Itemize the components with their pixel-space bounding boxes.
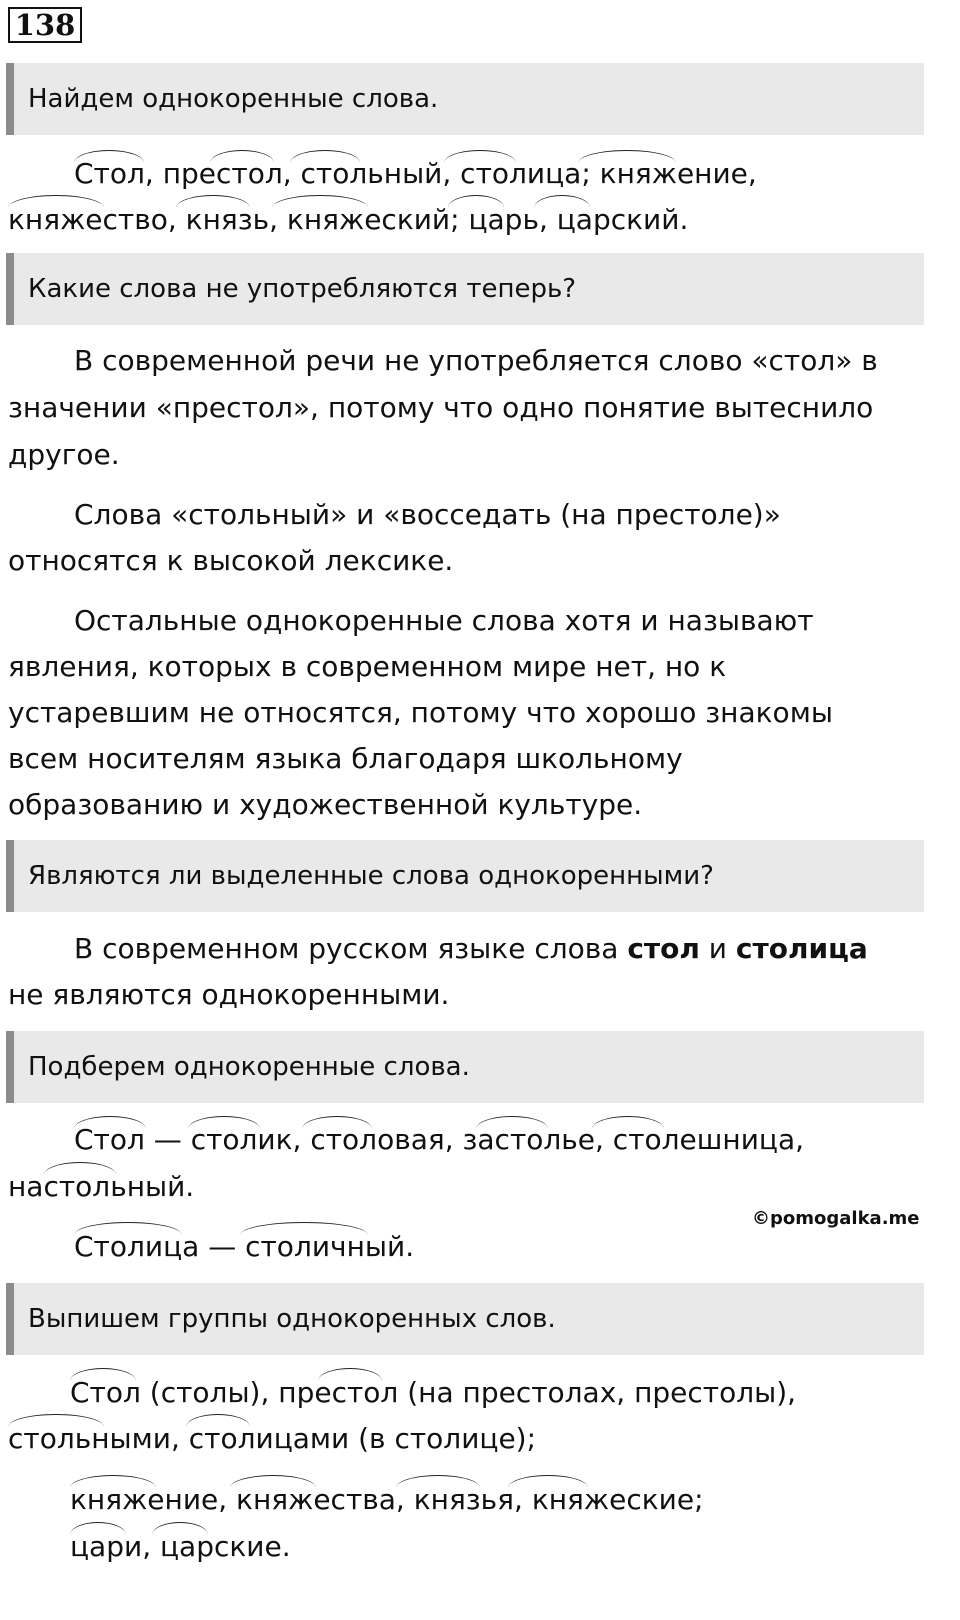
root-arc [44, 1162, 116, 1175]
answer-line: Остальные однокоренные слова хотя и называют [74, 604, 814, 637]
question-text: Какие слова не употребляются теперь? [28, 274, 577, 304]
answer-line: всем носителям языка благодаря школьному [8, 742, 683, 775]
root-arc [476, 1116, 548, 1129]
root-arc [272, 195, 368, 208]
root-arc [448, 195, 504, 208]
answer-line: стольными, столицами (в столице); [8, 1422, 537, 1455]
root-arc [8, 1414, 104, 1427]
answer-line: Стол (столы), престол (на престолах, престолы), [70, 1376, 797, 1409]
root-arc [290, 150, 360, 163]
root-arc [70, 1522, 126, 1535]
answer-line: не являются однокоренными. [8, 978, 450, 1011]
root-arc [176, 195, 250, 208]
root-arc [302, 1116, 372, 1129]
answer-text: и [699, 932, 736, 965]
root-arc [534, 195, 590, 208]
question-text: Подберем однокоренные слова. [28, 1052, 470, 1082]
answer-text: В современном русском языке слова [74, 932, 628, 965]
answer-line: цари, царские. [70, 1530, 291, 1563]
answer-line: Слова «стольный» и «восседать (на престоле)» [74, 498, 781, 531]
root-arc [74, 1116, 146, 1129]
bold-word-stol: стол [627, 932, 700, 965]
root-arc [210, 150, 274, 163]
answer-line: образованию и художественной культуре. [8, 788, 643, 821]
root-arc [508, 1475, 588, 1488]
root-arc [8, 195, 104, 208]
root-arc [188, 1116, 260, 1129]
exercise-number: 138 [8, 7, 82, 43]
answer-line: относятся к высокой лексике. [8, 544, 454, 577]
question-block-3 [6, 840, 924, 912]
bold-word-stolitsa: столица [735, 932, 868, 965]
watermark: ©pomogalka.me [752, 1208, 920, 1229]
answer-line: В современной речи не употребляется слово «стол» в [74, 344, 878, 377]
root-arc [396, 1475, 480, 1488]
answer-line: княжество, князь, княжеский; царь, царский. [8, 203, 689, 236]
question-block-4 [6, 1031, 924, 1103]
root-arc [74, 150, 144, 163]
root-arc [592, 1116, 664, 1129]
root-arc [74, 1222, 182, 1235]
answer-line: Столица — столичный. [74, 1230, 415, 1263]
root-arc [318, 1368, 382, 1381]
answer-line: Стол — столик, столовая, застолье, столешница, [74, 1123, 805, 1156]
root-arc [70, 1368, 136, 1381]
answer-line: настольный. [8, 1170, 195, 1203]
answer-line: явления, которых в современном мире нет, но к [8, 650, 727, 683]
question-block-2 [6, 253, 924, 325]
answer-line: другое. [8, 438, 120, 471]
root-arc [578, 150, 676, 163]
root-arc [240, 1222, 368, 1235]
question-text: Найдем однокоренные слова. [28, 84, 439, 114]
answer-line [74, 932, 868, 966]
root-arc [70, 1475, 156, 1488]
answer-line: значении «престол», потому что одно понятие вытеснило [8, 391, 874, 424]
answer-line: Стол, престол, стольный, столица; княжение, [74, 157, 757, 190]
question-text: Являются ли выделенные слова однокоренными? [28, 861, 714, 891]
root-arc [230, 1475, 316, 1488]
root-arc [152, 1522, 208, 1535]
answer-line: устаревшим не относятся, потому что хорошо знакомы [8, 696, 833, 729]
question-text: Выпишем группы однокоренных слов. [28, 1304, 556, 1334]
answer-line: княжение, княжества, князья, княжеские; [70, 1483, 704, 1516]
root-arc [444, 150, 516, 163]
question-block-5 [6, 1283, 924, 1355]
question-block-1 [6, 63, 924, 135]
root-arc [186, 1414, 250, 1427]
